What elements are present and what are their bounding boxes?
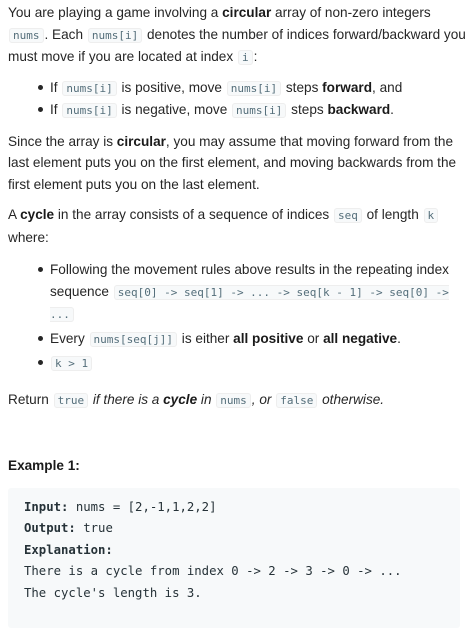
text: is either (178, 330, 234, 346)
example-output-row (24, 518, 460, 540)
text: of length (362, 207, 423, 222)
example-code-block (8, 488, 460, 628)
text: array of non-zero integers (271, 5, 431, 20)
text: steps (282, 79, 323, 95)
text: A (8, 207, 21, 222)
text: . (390, 102, 394, 117)
text: in the array consists of a sequence of indices (54, 207, 333, 222)
output-value: true (75, 521, 113, 535)
inline-code: nums[i] (62, 103, 116, 118)
list-item (38, 328, 468, 351)
bold-text: forward (322, 79, 373, 95)
example-explanation-line: The cycle's length is 3. (24, 585, 202, 600)
list-item (38, 77, 468, 100)
return-paragraph (8, 389, 468, 412)
text: You are playing a game involving a (8, 5, 223, 20)
text: or (303, 330, 324, 346)
inline-code: seq (334, 208, 362, 223)
list-item (38, 99, 468, 122)
list-item (38, 352, 468, 375)
inline-code: nums[i] (232, 103, 286, 118)
text: Since the array is (8, 133, 117, 149)
text: is negative, move (117, 102, 232, 117)
inline-code: k (424, 208, 439, 223)
text: , you may assume that moving forward from the last element puts you on the first element, and moving backwards from the first element puts you on the last element. (8, 133, 457, 192)
bold-text: circular (222, 5, 272, 20)
text: Every (50, 330, 89, 346)
inline-code: nums[i] (62, 81, 116, 96)
bold-text: cycle (20, 207, 55, 222)
italic-text: if there is a (89, 391, 164, 407)
output-label: Output: (24, 521, 76, 535)
inline-code: k > 1 (51, 356, 92, 371)
text: : (253, 49, 258, 64)
text: Return (8, 391, 53, 407)
circular-paragraph (8, 131, 468, 196)
italic-text: otherwise. (318, 391, 385, 407)
bold-text: backward (327, 102, 391, 117)
cycle-definition-paragraph (8, 204, 468, 248)
example-title: Example 1: (8, 458, 80, 473)
text: If (50, 79, 62, 95)
bold-text: cycle (163, 391, 198, 407)
example-input-row (24, 497, 460, 519)
text: If (50, 102, 62, 117)
example-explanation-line: There is a cycle from index 0 -> 2 -> 3 -> 0 -> ... (24, 564, 402, 578)
inline-code: seq[0] -> seq[1] -> ... -> seq[k - 1] -> seq[0] -> ... (50, 285, 449, 321)
text: Following the movement rules above results in the repeating index sequence (50, 262, 449, 299)
text: , and (372, 79, 403, 95)
movement-rules-list (8, 77, 468, 122)
inline-code: nums (216, 393, 251, 408)
text: where: (8, 229, 49, 245)
explanation-label: Explanation: (24, 542, 113, 557)
inline-code: nums[i] (88, 28, 142, 43)
list-item (38, 259, 468, 326)
text: steps (287, 102, 328, 117)
inline-code: false (276, 393, 317, 408)
bold-text: circular (116, 133, 166, 149)
example-explanation-row (24, 540, 460, 562)
input-value: nums = [2,-1,1,2,2] (68, 499, 217, 514)
inline-code: nums[i] (227, 81, 281, 96)
intro-paragraph (8, 2, 468, 69)
inline-code: nums (9, 28, 44, 43)
text: . Each (44, 26, 87, 42)
bold-text: all negative (323, 330, 398, 346)
text: denotes the number of indices forward/backward you must move if you are located at index (8, 26, 466, 64)
italic-text: , or (251, 391, 276, 407)
input-label: Input: (24, 499, 69, 514)
inline-code: true (54, 393, 89, 408)
cycle-conditions-list (8, 259, 468, 375)
inline-code: nums[seq[j]] (90, 332, 177, 347)
inline-code: i (238, 50, 253, 65)
italic-text: in (197, 391, 216, 407)
text: is positive, move (117, 79, 226, 95)
bold-text: all positive (233, 330, 304, 346)
text: . (397, 330, 401, 346)
